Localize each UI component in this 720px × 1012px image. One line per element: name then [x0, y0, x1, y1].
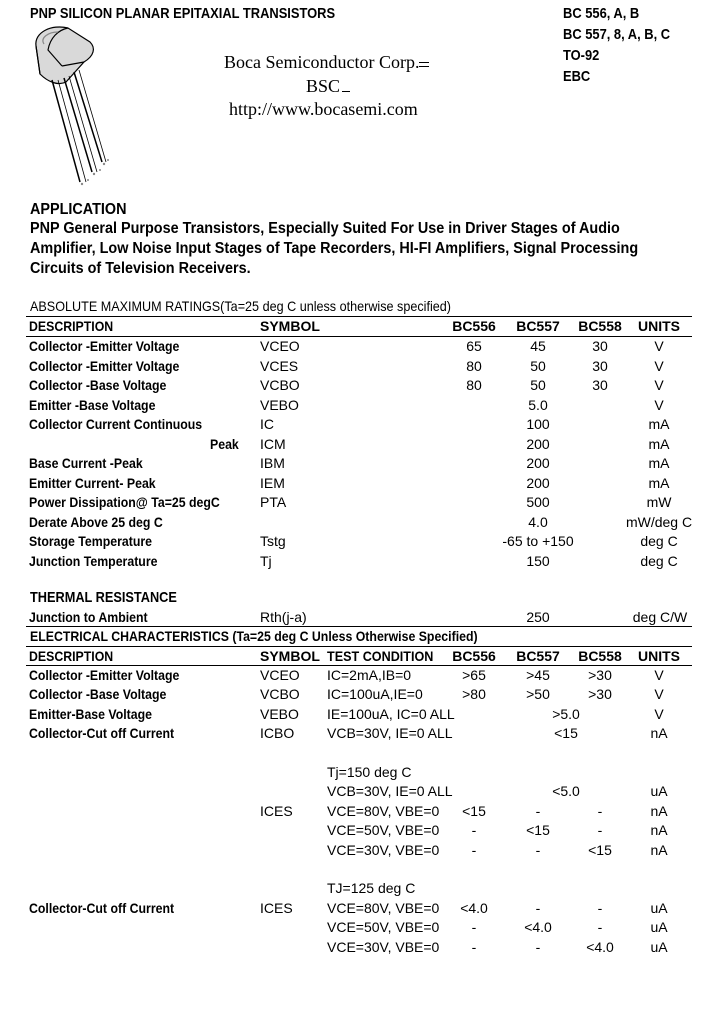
electrical-row: VCE=50V, VBE=0 - <4.0 - uA	[327, 919, 668, 936]
electrical-row: Emitter-Base Voltage VEBO IE=100uA, IC=0 ALL >5.0 V	[29, 705, 664, 722]
part-line-3: TO-92	[563, 47, 600, 64]
row-description: Emitter-Base Voltage	[29, 705, 153, 722]
electrical-row: Collector -Base Voltage VCBO IC=100uA,IE=0 >80 >50 >30 V	[29, 686, 664, 703]
abs-max-row: Peak ICM 200 mA	[210, 435, 670, 452]
electrical-title: ELECTRICAL CHARACTERISTICS (Ta=25 deg C Unless Otherwise Specified)	[30, 628, 478, 644]
application-line-1: PNP General Purpose Transistors, Especially Suited For Use in Driver Stages of Audio	[30, 220, 620, 237]
row-symbol: Rth(j-a)	[260, 609, 307, 625]
row-symbol: VCEO	[260, 338, 300, 354]
abbr-decoration	[342, 91, 350, 92]
row-symbol: Tj	[260, 552, 272, 569]
abs-max-row: Collector -Base Voltage VCBO 80 50 30 V	[29, 377, 664, 393]
website-link[interactable]: http://www.bocasemi.com	[229, 99, 418, 119]
abs-max-row: Collector Current Continuous IC 100 mA	[29, 416, 670, 432]
row-symbol: PTA	[260, 494, 287, 510]
company-decoration	[419, 62, 429, 63]
row-symbol: ICBO	[260, 725, 295, 742]
row-description: Junction to Ambient	[29, 609, 148, 625]
thermal-title: THERMAL RESISTANCE	[30, 589, 177, 606]
abs-max-row: Storage Temperature Tstg -65 to +150 deg C	[29, 533, 678, 549]
row-description: Collector Current Continuous	[29, 416, 203, 432]
row-symbol: VCES	[260, 357, 299, 374]
abs-max-row: Derate Above 25 deg C 4.0 mW/deg C	[29, 513, 693, 530]
row-symbol: VEBO	[260, 705, 299, 722]
abs-max-row: Collector -Emitter Voltage VCES 80 50 30 V	[29, 357, 664, 374]
company-decoration	[419, 66, 429, 67]
electrical-row	[0, 764, 720, 783]
electrical-row: Collector-Cut off Current ICBO VCB=30V, IE=0 ALL <15 nA	[29, 725, 668, 742]
abs-max-row: Power Dissipation@ Ta=25 degC PTA 500 mW	[29, 494, 672, 510]
row-test-condition: IC=100uA,IE=0	[327, 686, 423, 703]
part-line-2: BC 557, 8, A, B, C	[563, 26, 671, 43]
electrical-row: Collector -Emitter Voltage VCEO IC=2mA,IB=0 >65 >45 >30 V	[29, 667, 664, 683]
rule	[26, 665, 692, 666]
row-symbol: IC	[260, 416, 274, 432]
electrical-row: VCE=30V, VBE=0 - - <4.0 uA	[327, 938, 668, 955]
row-symbol: IEM	[260, 474, 285, 491]
abs-max-title: ABSOLUTE MAXIMUM RATINGS(Ta=25 deg C unless otherwise specified)	[30, 298, 451, 314]
row-symbol: VEBO	[260, 396, 299, 413]
rule	[26, 336, 692, 337]
row-test-condition: IE=100uA, IC=0 ALL	[327, 705, 455, 722]
company-abbreviation: BSC	[306, 76, 341, 96]
rule	[26, 626, 692, 627]
row-symbol: VCEO	[260, 667, 300, 683]
abs-max-row: Junction Temperature Tj 150 deg C	[29, 552, 678, 569]
abs-max-row: Emitter Current- Peak IEM 200 mA	[29, 474, 670, 491]
row-description: Base Current -Peak	[29, 455, 143, 471]
col-test-condition: TEST CONDITION	[327, 648, 434, 664]
row-test-condition: VCE=50V, VBE=0	[327, 822, 440, 839]
row-test-condition: VCE=30V, VBE=0	[327, 841, 440, 858]
electrical-row: VCE=50V, VBE=0 - <15 - nA	[327, 822, 668, 839]
row-description: Collector -Base Voltage	[29, 686, 167, 703]
electrical-row	[0, 861, 720, 880]
row-description: Collector-Cut off Current	[29, 725, 175, 742]
row-test-condition: VCE=30V, VBE=0	[327, 938, 440, 955]
row-test-condition: IC=2mA,IB=0	[327, 667, 412, 683]
row-description: Junction Temperature	[29, 552, 158, 569]
col-symbol: SYMBOL	[260, 318, 320, 334]
electrical-row	[0, 880, 720, 899]
row-description: Power Dissipation@ Ta=25 degC	[29, 494, 220, 510]
row-symbol: ICES	[260, 899, 293, 916]
company-name: Boca Semiconductor Corp.	[224, 52, 420, 72]
row-description: Collector -Emitter Voltage	[29, 357, 180, 374]
col-description: DESCRIPTION	[29, 318, 114, 334]
rule	[26, 646, 692, 647]
electrical-row: ICES VCE=80V, VBE=0 <15 - - nA	[260, 802, 668, 819]
row-description: Collector-Cut off Current	[29, 899, 175, 916]
part-line-1: BC 556, A, B	[563, 5, 640, 22]
electrical-row: VCE=30V, VBE=0 - - <15 nA	[327, 841, 668, 858]
thermal-row: Junction to Ambient Rth(j-a) 250 deg C/W	[29, 609, 688, 625]
row-description: Storage Temperature	[29, 533, 153, 549]
row-test-condition: VCE=80V, VBE=0	[327, 899, 440, 916]
col-description: DESCRIPTION	[29, 648, 114, 664]
row-description: Collector -Emitter Voltage	[29, 667, 180, 683]
abs-max-header-row: DESCRIPTION SYMBOL BC556 BC557 BC558 UNITS	[29, 318, 680, 334]
row-description: Derate Above 25 deg C	[29, 513, 163, 530]
row-description: Peak	[210, 435, 239, 452]
transistor-package-icon	[22, 22, 122, 192]
application-heading: APPLICATION	[30, 201, 127, 218]
row-symbol: IBM	[260, 455, 285, 471]
electrical-row: Collector-Cut off Current ICES VCE=80V, VBE=0 <4.0 - - uA	[29, 899, 668, 916]
electrical-header-row: DESCRIPTION SYMBOL TEST CONDITION BC556 BC557 BC558 UNITS	[29, 648, 680, 664]
row-test-condition: Tj=150 deg C	[327, 764, 412, 780]
part-line-4: EBC	[563, 68, 591, 85]
row-description: Collector -Emitter Voltage	[29, 338, 180, 354]
electrical-row	[0, 745, 720, 764]
row-test-condition: TJ=125 deg C	[327, 880, 416, 897]
row-test-condition: VCB=30V, IE=0 ALL	[327, 725, 453, 742]
abs-max-row: Base Current -Peak IBM 200 mA	[29, 455, 670, 471]
row-symbol: VCBO	[260, 686, 300, 703]
row-symbol: ICM	[260, 435, 286, 452]
row-symbol: VCBO	[260, 377, 300, 393]
row-test-condition: VCE=50V, VBE=0	[327, 919, 440, 936]
abs-max-row: Emitter -Base Voltage VEBO 5.0 V	[29, 396, 664, 413]
row-description: Emitter -Base Voltage	[29, 396, 156, 413]
rule	[26, 316, 692, 317]
row-description: Collector -Base Voltage	[29, 377, 167, 393]
row-symbol: Tstg	[260, 533, 286, 549]
abs-max-row: Collector -Emitter Voltage VCEO 65 45 30 V	[29, 338, 664, 354]
electrical-row: VCB=30V, IE=0 ALL <5.0 uA	[327, 783, 668, 800]
col-symbol: SYMBOL	[260, 648, 320, 664]
application-line-3: Circuits of Television Receivers.	[30, 260, 251, 277]
document-title: PNP SILICON PLANAR EPITAXIAL TRANSISTORS	[30, 5, 336, 22]
row-description: Emitter Current- Peak	[29, 474, 156, 491]
row-symbol: ICES	[260, 802, 293, 819]
application-line-2: Amplifier, Low Noise Input Stages of Tape Recorders, HI-FI Amplifiers, Signal Processing	[30, 240, 639, 257]
row-test-condition: VCB=30V, IE=0 ALL	[327, 783, 453, 800]
row-test-condition: VCE=80V, VBE=0	[327, 802, 440, 819]
